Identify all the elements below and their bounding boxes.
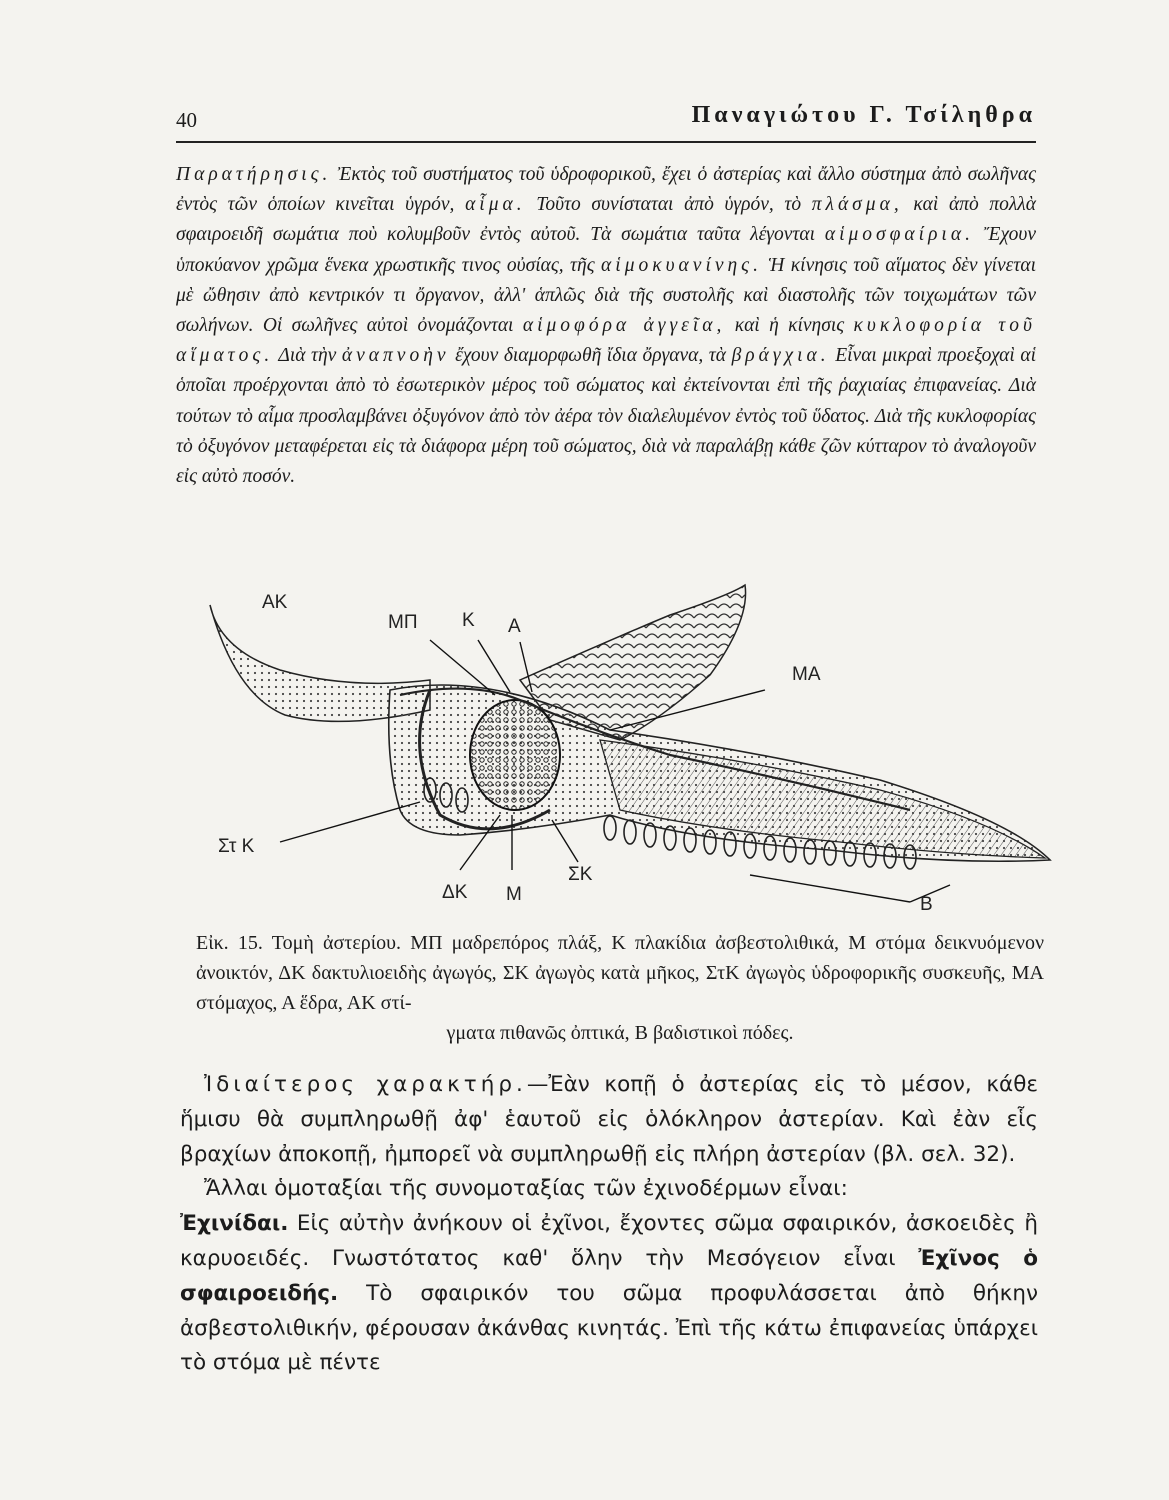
- species-name: Ἐχῖνος ὁ σφαιροειδής.: [180, 1245, 1038, 1306]
- label-dk: ΔΚ: [442, 882, 468, 903]
- observation-text: Ἔχουν ὑποκύανον χρῶμα ἕνεκα χρωστικῆς τινος οὐσίας, τῆς: [176, 224, 1036, 276]
- term-haima: αἷμα.: [465, 194, 526, 216]
- label-sk: ΣΚ: [568, 864, 593, 885]
- paragraph-classes: Ἄλλαι ὁμοταξίαι τῆς συνομοταξίας τῶν ἐχινοδέρμων εἶναι:: [204, 1176, 848, 1202]
- label-ak: ΑΚ: [262, 592, 288, 613]
- page-header: [176, 100, 1036, 136]
- term-kykloforia: κυκλοφορία τοῦ αἵματος.: [176, 315, 1036, 367]
- observation-text: καὶ ἡ κίνησις: [725, 315, 854, 337]
- caption-last-line: γματα πιθανῶς ὀπτικά, Β βαδιστικοὶ πόδες.: [446, 1022, 794, 1044]
- body-text: [180, 1068, 1038, 1381]
- observation-text: Τοῦτο συνίσταται ἀπὸ ὑγρόν, τὸ: [525, 194, 812, 216]
- label-k: Κ: [462, 610, 475, 631]
- label-stk: Στ Κ: [218, 836, 255, 857]
- section-heading: Ἰδιαίτερος χαρακτήρ.: [204, 1072, 527, 1097]
- observation-paragraph: [176, 160, 1036, 492]
- caption-text: Εἰκ. 15. Τομὴ ἀστερίου. ΜΠ μαδρεπόρος πλάξ, Κ πλακίδια ἀσβεστολιθικά, Μ στόμα δεικνυόμενον ἀνοικτόν, ΔΚ δακτυλιοειδὴς ἀγωγός, ΣΚ ἀγωγὸς κατὰ μῆκος, ΣτΚ ἀγωγὸς ὑδροφορικῆς συσκευῆς, ΜΑ στόμαχος, Α ἕδρα, ΑΚ στί-: [196, 932, 1044, 1014]
- paragraph-text: Εἰς αὐτὴν ἀνήκουν οἱ ἐχῖνοι, ἔχοντες σῶμα σφαιρικόν, ἀσκοειδὲς ἢ καρυοειδές. Γνωστότατος καθ' ὅλην τὴν Μεσόγειον εἶναι: [180, 1211, 1038, 1271]
- running-title: Παναγιώτου Γ. Τσίληθρα: [691, 102, 1036, 128]
- starfish-section-figure: [190, 580, 1070, 920]
- label-mp: ΜΠ: [388, 612, 418, 633]
- observation-lead: Παρατήρησις.: [176, 164, 332, 185]
- term-haimosfairia: αἱμοσφαίρια.: [824, 224, 974, 246]
- term-haimokyanini: αἱμοκυανίνης.: [601, 254, 762, 276]
- term-plasma: πλάσμα,: [811, 194, 903, 216]
- term-anapnoi: ἀναπνοὴν: [341, 345, 450, 367]
- observation-text: Διὰ τὴν: [273, 345, 342, 367]
- observation-text: Ἐκτὸς τοῦ συστήματος τοῦ ὑδροφορικοῦ, ἔχει ὁ ἀστερίας καὶ ἄλλο σύστημα ἀπὸ σωλῆνας ἐντὸς τῶν ὁποίων κινεῖται ὑγρόν,: [176, 164, 1036, 216]
- paragraph-echinoids: [180, 1207, 1038, 1381]
- observation-text: ἔχουν διαμορφωθῆ ἴδια ὄργανα, τὰ: [449, 345, 732, 367]
- label-b: Β: [920, 894, 933, 915]
- observation-text: Εἶναι μικραὶ προεξοχαὶ αἱ ὁποῖαι προέρχονται ἀπὸ τὸ ἐσωτερικὸν μέρος τοῦ σώματος καὶ ἐκτείνονται ἐπὶ τῆς ῥαχιαίας ἐπιφανείας. Διὰ τούτων τὸ αἷμα προσλαμβάνει ὀξυγόνον ἀπὸ τὸν ἀέρα τὸν διαλελυμένον ἐντὸς τοῦ ὕδατος. Διὰ τῆς κυκλοφορίας τὸ ὀξυγόνον μεταφέρεται εἰς τὰ διάφορα μέρη τοῦ σώματος, διὰ νὰ παραλάβῃ κάθε ζῶν κύτταρον τὸ ἀναλογοῦν εἰς αὐτὸ ποσόν.: [176, 345, 1036, 488]
- paragraph-regeneration: [180, 1068, 1038, 1172]
- right-arm: [600, 740, 1045, 858]
- header-rule: [176, 141, 1036, 143]
- label-a: Α: [508, 616, 521, 637]
- observation-text: Ἡ κίνησις τοῦ αἵματος δὲν γίνεται μὲ ὤθησιν ἀπὸ κεντρικόν τι ὄργανον, ἀλλ' ἁπλῶς διὰ τῆς συστολῆς καὶ διαστολῆς τῶν τοιχωμάτων τῶν σωλήνων. Οἱ σωλῆνες αὐτοὶ ὀνομάζονται: [176, 254, 1036, 337]
- paragraph-text: —Ἐὰν κοπῇ ὁ ἀστερίας εἰς τὸ μέσον, κάθε ἥμισυ θὰ συμπληρωθῇ ἀφ' ἑαυτοῦ εἰς ὁλόκληρον ἀστερίαν. Καὶ ἐὰν εἷς βραχίων ἀποκοπῇ, ἠμπορεῖ νὰ συμπληρωθῇ εἰς πλήρη ἀστερίαν (βλ. σελ. 32).: [180, 1072, 1039, 1167]
- observation-text: καὶ ἀπὸ πολλὰ σφαιροειδῆ σωμάτια ποὺ κολυμβοῦν ἐντὸς αὐτοῦ. Τὰ σωμάτια ταῦτα λέγονται: [176, 194, 1036, 246]
- label-ma: ΜΑ: [792, 664, 821, 685]
- stomach: [470, 700, 560, 810]
- figure-caption: [196, 928, 1044, 1048]
- label-m: Μ: [506, 884, 522, 905]
- class-name-echinidae: Ἐχινίδαι.: [180, 1211, 289, 1237]
- starfish-diagram: [190, 580, 1070, 920]
- term-vragchia: βράγχια.: [731, 345, 830, 367]
- term-haimofora-aggeia: αἱμοφόρα ἀγγεῖα,: [522, 315, 726, 337]
- paragraph-text: Τὸ σφαιρικόν του σῶμα προφυλάσσεται ἀπὸ θήκην ἀσβεστολιθικήν, φέρουσαν ἀκάνθας κινητάς. Ἐπὶ τῆς κάτω ἐπιφανείας ὑπάρχει τὸ στόμα μὲ πέντε: [180, 1280, 1038, 1376]
- page-number: 40: [176, 108, 197, 132]
